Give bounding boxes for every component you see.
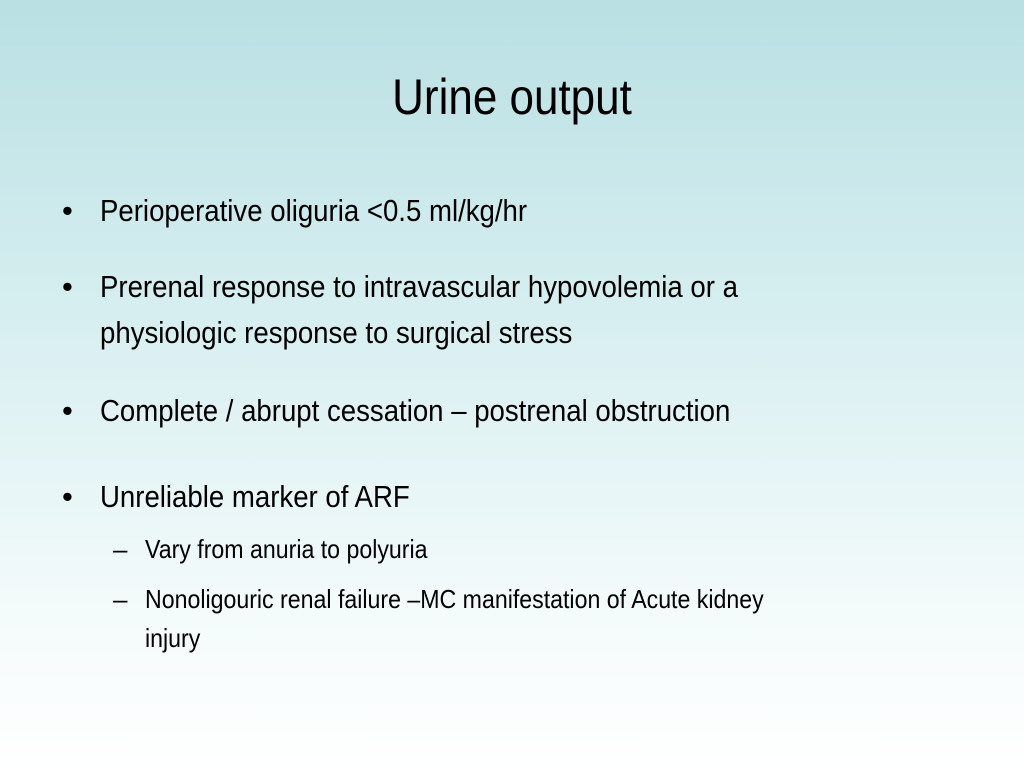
bullet-text: Perioperative oliguria <0.5 ml/kg/hr bbox=[100, 193, 528, 228]
bullet-text: Complete / abrupt cessation – postrenal obstruction bbox=[100, 393, 731, 428]
bullet-text-line-1: Prerenal response to intravascular hypovolemia or a bbox=[100, 269, 738, 304]
bullet-dot: • bbox=[62, 479, 73, 514]
sub-bullet-dash: – bbox=[113, 534, 128, 564]
sub-bullet-text: Vary from anuria to polyuria bbox=[145, 534, 428, 564]
sub-bullet-dash: – bbox=[113, 584, 128, 614]
bullet-text-line-2: physiologic response to surgical stress bbox=[100, 315, 573, 350]
slide-title: Urine output bbox=[392, 69, 632, 125]
bullet-dot: • bbox=[62, 193, 73, 228]
bullet-text: Unreliable marker of ARF bbox=[100, 479, 410, 514]
bullet-dot: • bbox=[62, 393, 73, 428]
bullet-dot: • bbox=[62, 269, 73, 304]
sub-bullet-text-line-2: injury bbox=[145, 623, 201, 653]
sub-bullet-text-line-1: Nonoligouric renal failure –MC manifestation of Acute kidney bbox=[145, 584, 764, 614]
